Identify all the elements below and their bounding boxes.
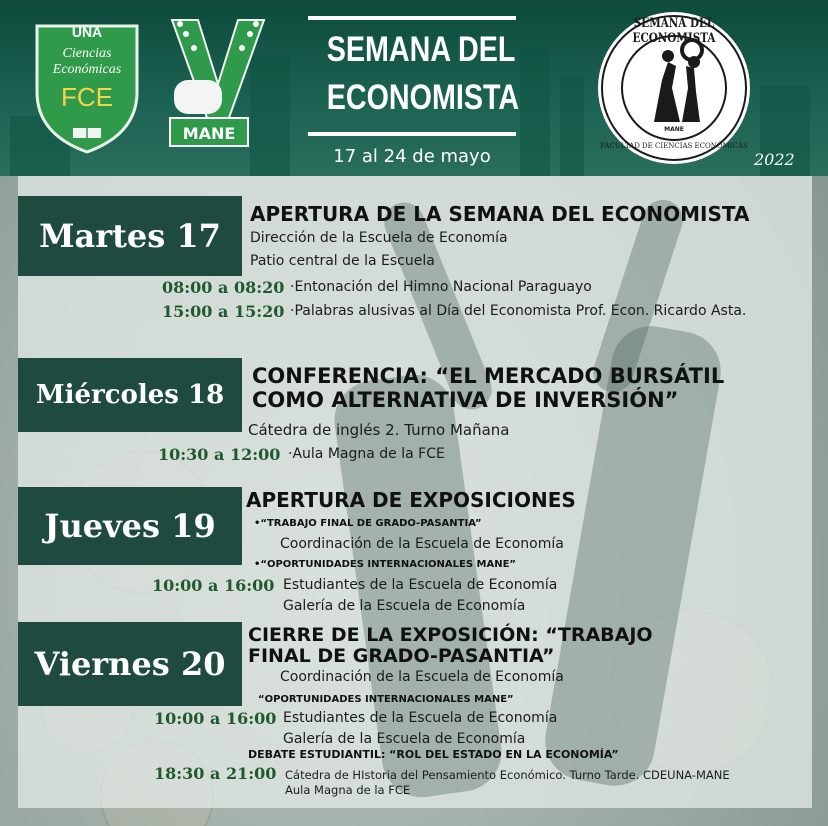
event-year: 2022 xyxy=(754,150,795,169)
day4-time: 10:00 a 16:00 xyxy=(154,709,277,728)
day3-line: Estudiantes de la Escuela de Economía xyxy=(283,577,558,593)
day4-subtitle: “OPORTUNIDADES INTERNACIONALES MANE” xyxy=(258,694,514,705)
una-label: UNA xyxy=(71,24,103,40)
event-dates: 17 al 24 de mayo xyxy=(333,146,491,167)
seal-ring-bottom: FACULTAD DE CIENCIAS ECONÓMICAS xyxy=(600,142,748,150)
day3-subtitle: •“TRABAJO FINAL DE GRADO-PASANTIA” xyxy=(254,518,482,529)
fce-label: FCE xyxy=(61,82,113,112)
day3-time: 10:00 a 16:00 xyxy=(152,576,275,595)
day1-line: Patio central de la Escuela xyxy=(250,253,435,269)
day4-time: 18:30 a 21:00 xyxy=(154,764,277,783)
day3-title: APERTURA DE EXPOSICIONES xyxy=(246,488,576,512)
mane-label: MANE xyxy=(182,124,236,143)
event-title-line2: ECONOMISTA xyxy=(326,78,520,117)
economicas-label: Económicas xyxy=(52,62,122,77)
day4-line: Galería de la Escuela de Economía xyxy=(283,731,526,747)
day-label-miercoles: Miércoles 18 xyxy=(18,358,242,432)
day4-line: Cátedra de HIstoria del Pensamiento Económico. Turno Tarde. CDEUNA-MANE xyxy=(285,768,730,782)
event-title-line1: SEMANA DEL xyxy=(326,30,516,69)
day1-desc: ·Palabras alusivas al Día del Economista Prof. Econ. Ricardo Asta. xyxy=(290,303,747,319)
seal-ring-top: SEMANA DEL ECONOMISTA xyxy=(632,16,716,46)
seal-center-label: MANE xyxy=(664,126,684,133)
day2-desc: ·Aula Magna de la FCE xyxy=(288,446,445,462)
day4-line: Estudiantes de la Escuela de Economía xyxy=(283,710,558,726)
ciencias-label: Ciencias xyxy=(62,46,112,61)
day4-title: FINAL DE GRADO-PASANTIA” xyxy=(248,645,555,667)
title-rule-top xyxy=(308,16,516,20)
day4-subtitle: DEBATE ESTUDIANTIL: “ROL DEL ESTADO EN LA ECONOMÍA” xyxy=(248,748,619,761)
day3-subtitle: •“OPORTUNIDADES INTERNACIONALES MANE” xyxy=(254,559,517,570)
day2-time: 10:30 a 12:00 xyxy=(158,445,281,464)
day1-time: 15:00 a 15:20 xyxy=(162,302,285,321)
day-label-martes: Martes 17 xyxy=(18,196,242,276)
day1-line: Dirección de la Escuela de Economía xyxy=(250,230,508,246)
day1-title: APERTURA DE LA SEMANA DEL ECONOMISTA xyxy=(250,202,750,226)
day2-title: CONFERENCIA: “EL MERCADO BURSÁTIL xyxy=(252,364,725,388)
poster-header xyxy=(0,0,828,176)
day2-title: COMO ALTERNATIVA DE INVERSIÓN” xyxy=(252,388,679,412)
day3-line: Coordinación de la Escuela de Economía xyxy=(280,536,564,552)
day4-line: Aula Magna de la FCE xyxy=(285,783,411,797)
day1-desc: ·Entonación del Himno Nacional Paraguayo xyxy=(290,279,592,295)
day-label-viernes: Viernes 20 xyxy=(18,622,242,706)
title-rule-bottom xyxy=(308,132,516,136)
day4-title: CIERRE DE LA EXPOSICIÓN: “TRABAJO xyxy=(248,624,653,646)
day1-time: 08:00 a 08:20 xyxy=(162,278,285,297)
mane-logo xyxy=(168,14,268,154)
day2-line: Cátedra de inglés 2. Turno Mañana xyxy=(248,421,510,439)
semana-economista-seal xyxy=(596,10,752,166)
day-label-jueves: Jueves 19 xyxy=(18,487,242,565)
day4-line: Coordinación de la Escuela de Economía xyxy=(280,669,564,685)
day3-line: Galería de la Escuela de Economía xyxy=(283,598,526,614)
una-fce-logo xyxy=(33,22,141,156)
